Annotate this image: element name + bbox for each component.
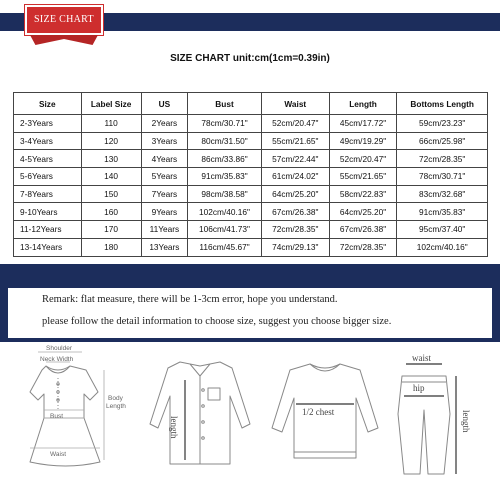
measurement-diagrams [0, 340, 500, 500]
table-cell: 110 [81, 115, 141, 133]
pants-illustration [398, 364, 456, 474]
header-label-size: Label Size [81, 93, 141, 115]
table-cell: 5Years [141, 168, 187, 186]
table-row [14, 203, 488, 221]
size-table [13, 92, 488, 257]
table-body [14, 115, 488, 257]
badge-ribbon-tail [30, 35, 98, 45]
table-cell: 2Years [141, 115, 187, 133]
table-cell: 52cm/20.47" [329, 150, 397, 168]
dress-shoulder-label: Shoulder [46, 345, 73, 352]
table-cell: 67cm/26.38" [329, 221, 397, 239]
pants-length-label: length [461, 410, 471, 433]
table-cell: 59cm/23.23" [397, 115, 488, 133]
remark-box [8, 288, 492, 338]
dress-bust-label: Bust [50, 413, 64, 420]
table-cell: 72cm/28.35" [261, 221, 329, 239]
table-cell: 7Years [141, 185, 187, 203]
remark-line-1: Remark: flat measure, there will be 1-3cm error, hope you understand. [42, 294, 338, 305]
table-cell: 9-10Years [14, 203, 82, 221]
table-cell: 91cm/35.83" [397, 203, 488, 221]
table-row [14, 132, 488, 150]
shirt-illustration [150, 362, 250, 464]
table-cell: 160 [81, 203, 141, 221]
header-bust: Bust [188, 93, 262, 115]
table-row [14, 221, 488, 239]
table-cell: 66cm/25.98" [397, 132, 488, 150]
shirt-length-label: length [169, 416, 179, 439]
dress-body-label: Body [108, 395, 123, 402]
table-cell: 55cm/21.65" [261, 132, 329, 150]
table-cell: 95cm/37.40" [397, 221, 488, 239]
table-cell: 3Years [141, 132, 187, 150]
pants-hip-label: hip [413, 383, 425, 393]
size-chart-badge: SIZE CHART [25, 5, 103, 35]
table-cell: 80cm/31.50" [188, 132, 262, 150]
table-cell: 52cm/20.47" [261, 115, 329, 133]
table-row [14, 168, 488, 186]
table-row [14, 238, 488, 256]
table-cell: 55cm/21.65" [329, 168, 397, 186]
table-cell: 72cm/28.35" [329, 238, 397, 256]
table-cell: 3-4Years [14, 132, 82, 150]
table-cell: 170 [81, 221, 141, 239]
table-cell: 45cm/17.72" [329, 115, 397, 133]
table-cell: 58cm/22.83" [329, 185, 397, 203]
table-cell: 86cm/33.86" [188, 150, 262, 168]
header-length: Length [329, 93, 397, 115]
table-cell: 98cm/38.58" [188, 185, 262, 203]
dress-neck-width-label: Neck Width [40, 356, 74, 363]
table-row [14, 185, 488, 203]
table-cell: 5-6Years [14, 168, 82, 186]
table-cell: 13Years [141, 238, 187, 256]
table-row [14, 115, 488, 133]
table-cell: 64cm/25.20" [261, 185, 329, 203]
table-cell: 49cm/19.29" [329, 132, 397, 150]
table-cell: 78cm/30.71" [188, 115, 262, 133]
table-cell: 150 [81, 185, 141, 203]
table-cell: 4-5Years [14, 150, 82, 168]
table-cell: 120 [81, 132, 141, 150]
table-cell: 130 [81, 150, 141, 168]
pants-waist-label: waist [412, 353, 431, 363]
header-us: US [141, 93, 187, 115]
table-cell: 11-12Years [14, 221, 82, 239]
chart-title: SIZE CHART unit:cm(1cm=0.39in) [170, 53, 330, 64]
table-cell: 116cm/45.67" [188, 238, 262, 256]
header-size: Size [14, 93, 82, 115]
dress-waist-label: Waist [50, 451, 67, 458]
table-cell: 102cm/40.16" [397, 238, 488, 256]
table-header-row [14, 93, 488, 115]
table-cell: 57cm/22.44" [261, 150, 329, 168]
table-cell: 2-3Years [14, 115, 82, 133]
table-cell: 67cm/26.38" [261, 203, 329, 221]
sweater-chest-label: 1/2 chest [302, 407, 335, 417]
table-cell: 13-14Years [14, 238, 82, 256]
table-cell: 83cm/32.68" [397, 185, 488, 203]
table-cell: 140 [81, 168, 141, 186]
header-bottoms-length: Bottoms Length [397, 93, 488, 115]
table-cell: 72cm/28.35" [397, 150, 488, 168]
table-cell: 106cm/41.73" [188, 221, 262, 239]
table-cell: 102cm/40.16" [188, 203, 262, 221]
table-cell: 4Years [141, 150, 187, 168]
table-cell: 78cm/30.71" [397, 168, 488, 186]
remark-line-2: please follow the detail information to choose size, suggest you choose bigger size. [42, 316, 392, 327]
header-waist: Waist [261, 93, 329, 115]
diagram-drawings [0, 340, 500, 500]
table-cell: 9Years [141, 203, 187, 221]
table-cell: 11Years [141, 221, 187, 239]
table-cell: 61cm/24.02" [261, 168, 329, 186]
table-cell: 180 [81, 238, 141, 256]
table-cell: 7-8Years [14, 185, 82, 203]
table-cell: 64cm/25.20" [329, 203, 397, 221]
table-cell: 91cm/35.83" [188, 168, 262, 186]
table-row [14, 150, 488, 168]
table-cell: 74cm/29.13" [261, 238, 329, 256]
dress-length-label: Length [106, 403, 126, 410]
